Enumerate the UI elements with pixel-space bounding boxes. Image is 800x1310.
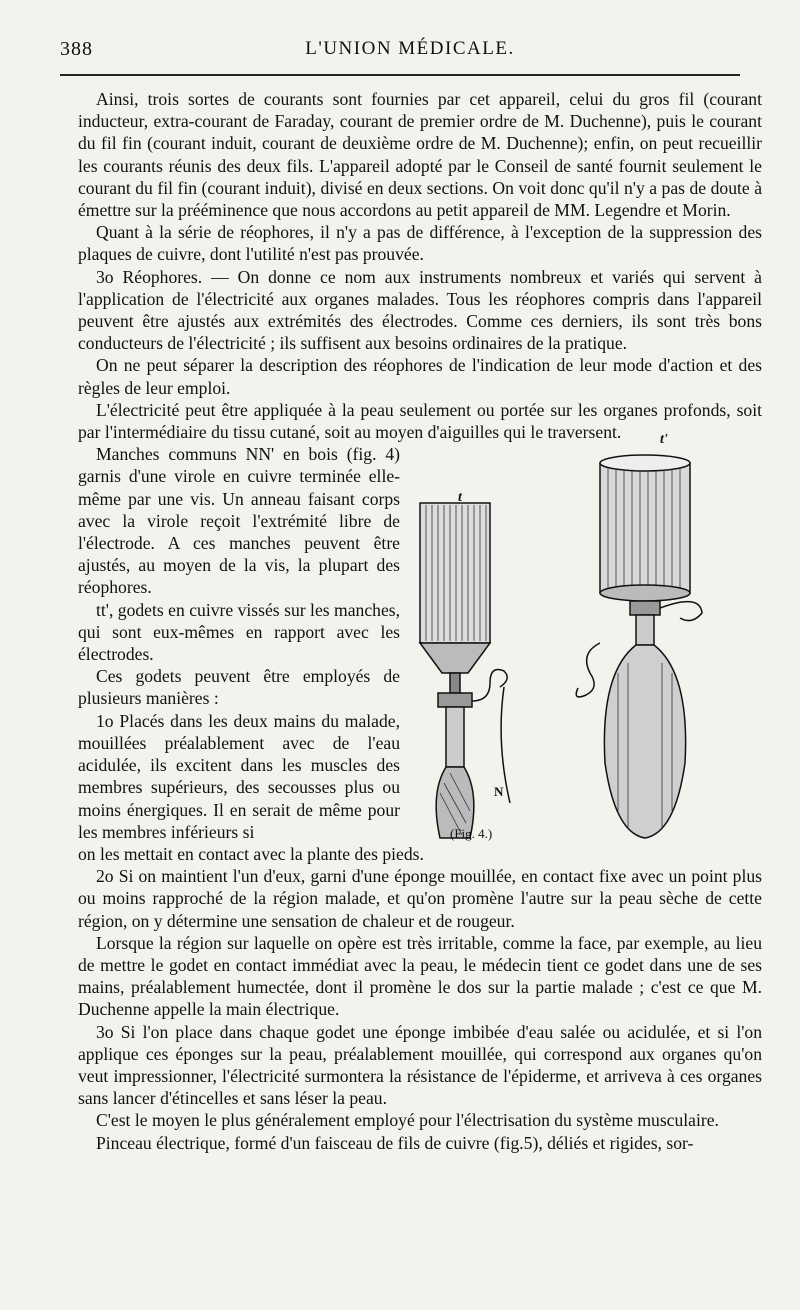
figure-caption: (Fig. 4.) bbox=[450, 826, 493, 842]
paragraph: Manches communs NN' en bois (fig. 4) garnis d'une virole en cuivre terminée elle-même par une vis. Un anneau faisant corps avec la virole reçoit l'extrémité libre de l'électrode. A ces manches peuvent être ajustés, au moyen de la vis, la plupart des réophores. bbox=[78, 444, 400, 598]
page-number: 388 bbox=[60, 38, 93, 60]
paragraph: C'est le moyen le plus généralement employé pour l'électrisation du système musculaire. bbox=[96, 1110, 719, 1131]
running-title: L'UNION MÉDICALE. bbox=[305, 38, 515, 59]
right-column bbox=[400, 432, 762, 843]
paragraph: L'électricité peut être appliquée à la peau seulement ou portée sur les organes profonds, soit par l'intermédiaire du tissu cutané, soit au moyen d'aiguilles qui le traversent. bbox=[78, 399, 762, 443]
paragraph: 1o Placés dans les deux mains du malade, mouillées préalablement avec de l'eau acidulée, ils excitent dans les muscles des membres supérieurs, des secousses plus ou moins énergiques. Il en serait de même pour les membres inférieurs si bbox=[78, 710, 400, 842]
figure-label-t-prime: t' bbox=[660, 432, 668, 448]
paragraph: tt', godets en cuivre vissés sur les manches, qui sont eux-mêmes en rapport avec les électrodes. bbox=[78, 599, 400, 665]
paragraph: 3o Si l'on place dans chaque godet une éponge imbibée d'eau salée ou acidulée, et si l'on applique ces éponges sur la peau, préalablement mouillée, qui correspond aux organes qu'on veut impressionner, l'électricité surmontera la résistance de l'épiderme, et arriveva à ces organes sans lancer d'étincelles et sans léser la peau. bbox=[78, 1021, 762, 1109]
paragraph: 3o Réophores. — On donne ce nom aux instruments nombreux et variés qui servent à l'application de l'électricité aux organes malades. Tous les réophores compris dans l'appareil peuvent être ajustés aux extrémités des électrodes. Comme ces derniers, ils sont très bons conducteurs de l'électricité ; ils suffisent aux besoins ordinaires de la pratique. bbox=[78, 266, 762, 354]
paragraph: Ainsi, trois sortes de courants sont fournies par cet appareil, celui du gros fil (courant inducteur, extra-courant de Faraday, courant de premier ordre de M. Duchenne), puis le courant du fil fin (courant induit, courant de deuxième ordre de M. Duchenne); enfin, on peut recueillir les courants réunis des deux fils. L'appareil adopté par le Conseil de santé fournit seulement le courant du fil fin (courant induit), divisé en deux sections. On voit donc qu'il n'y a pas de doute à émettre sur la prééminence que nous accordons au petit appareil de MM. Legendre et Morin. bbox=[78, 89, 762, 221]
figure-label-n: N bbox=[494, 784, 504, 800]
figure-label-t: t bbox=[458, 490, 462, 506]
paragraph: Quant à la série de réophores, il n'y a pas de différence, à l'exception de la suppression des plaques de cuivre, dont l'utilité n'est pas prouvée. bbox=[78, 222, 762, 265]
figure-4 bbox=[400, 432, 762, 863]
paragraph: On ne peut séparer la description des réophores de l'indication de leur mode d'action et des règles de leur emploi. bbox=[78, 355, 762, 398]
figure-section bbox=[78, 432, 762, 843]
article-body bbox=[78, 88, 762, 1154]
header-rule bbox=[60, 74, 740, 76]
paragraph: Ces godets peuvent être employés de plusieurs manières : bbox=[78, 666, 400, 709]
paragraph: Lorsque la région sur laquelle on opère est très irritable, comme la face, par exemple, au lieu de mettre le godet en contact immédiat avec la peau, le médecin tient ce godet dans une de ses mains, préalablement humectée, dont il promène le dos sur la partie malade ; c'est ce que M. Duchenne appelle la main électrique. bbox=[78, 932, 762, 1020]
figure-4-illustration bbox=[400, 443, 762, 863]
left-column bbox=[78, 443, 400, 843]
paragraph: 2o Si on maintient l'un d'eux, garni d'une éponge mouillée, en contact fixe avec un point plus ou moins rapproché de la région malade, et qu'on promène l'autre sur la peau sèche de cette région, on y détermine une sensation de chaleur et de rougeur. bbox=[78, 866, 762, 931]
paragraph: on les mettait en contact avec la plante des pieds. bbox=[78, 843, 424, 864]
page-header bbox=[60, 38, 760, 68]
paragraph: Pinceau électrique, formé d'un faisceau de fils de cuivre (fig.5), déliés et rigides, sor- bbox=[96, 1132, 694, 1153]
